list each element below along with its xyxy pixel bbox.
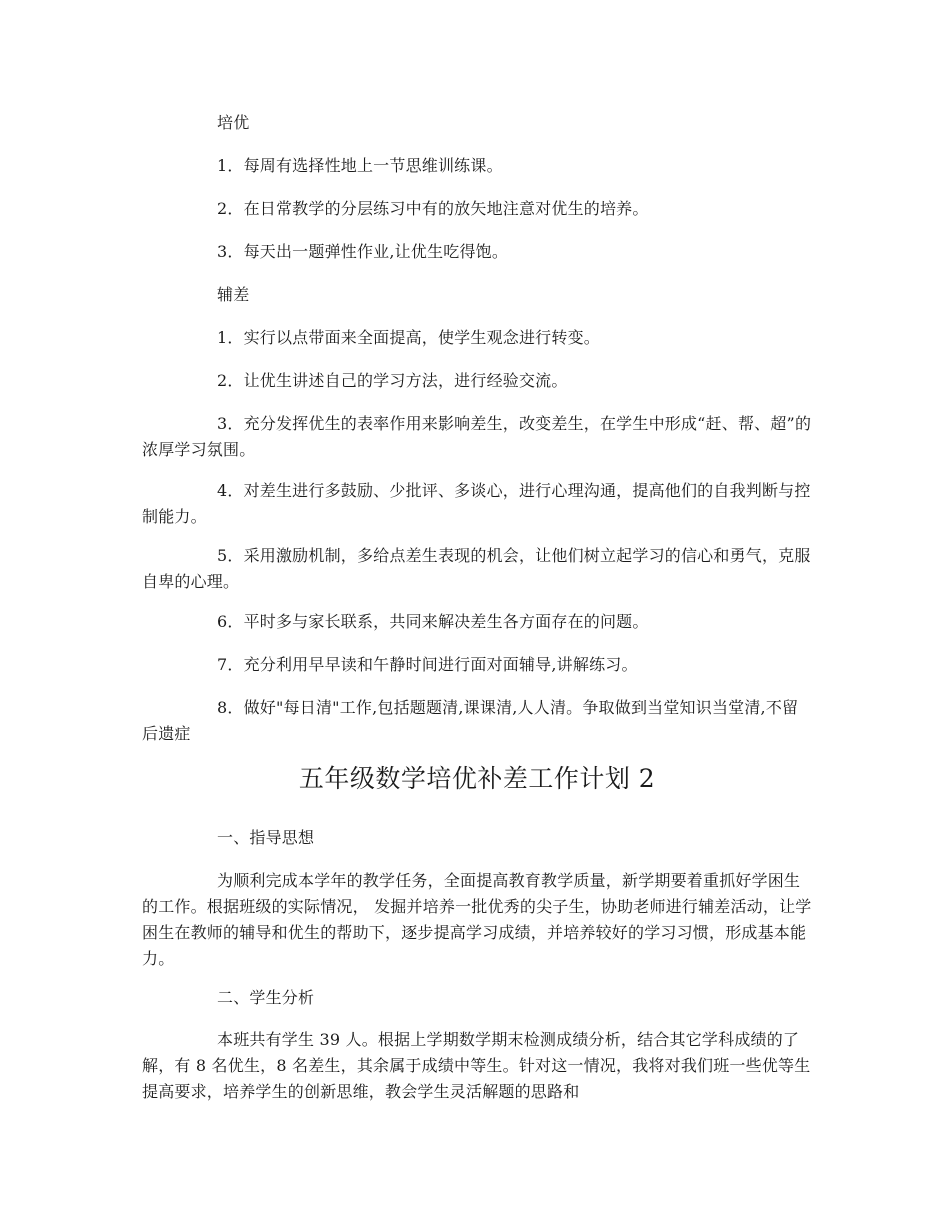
fucha-item-2: 2．让优生讲述自己的学习方法，进行经验交流。 bbox=[217, 371, 568, 390]
peiyou-item-2: 2．在日常教学的分层练习中有的放矢地注意对优生的培养。 bbox=[217, 199, 649, 218]
paragraph-2: 本班共有学生 39 人。根据上学期数学期末检测成绩分析，结合其它学科成绩的了解，有 8 名优生，8 名差生，其余属于成绩中等生。针对这一情况，我将对我们班一些优等生提高要求，培养学生的创新思维，教会学生灵活解题的思路和 bbox=[142, 1030, 811, 1101]
heading-peiyou: 培优 bbox=[217, 113, 250, 132]
fucha-item-7: 7．充分利用早早读和午静时间进行面对面辅导,讲解练习。 bbox=[217, 655, 638, 674]
paragraph-1: 为顺利完成本学年的教学任务，全面提高教育教学质量，新学期要着重抓好学困生的工作。根据班级的实际情况， 发掘并培养一批优秀的尖子生，协助老师进行辅差活动，让学困生在教师的辅导和优生的帮助下，逐步提高学习成绩，并培养较好的学习习惯，形成基本能力。 bbox=[142, 871, 812, 968]
section-heading-2: 二、学生分析 bbox=[217, 988, 315, 1007]
fucha-item-3: 3．充分发挥优生的表率作用来影响差生，改变差生，在学生中形成“赶、帮、超”的浓厚学习氛围。 bbox=[142, 414, 812, 459]
fucha-item-8: 8．做好"每日清"工作,包括题题清,课课清,人人清。争取做到当堂知识当堂清,不留后遗症 bbox=[142, 698, 799, 743]
heading-fucha: 辅差 bbox=[217, 285, 250, 304]
fucha-item-4: 4．对差生进行多鼓励、少批评、多谈心，进行心理沟通，提高他们的自我判断与控制能力。 bbox=[142, 481, 811, 526]
peiyou-item-1: 1．每周有选择性地上一节思维训练课。 bbox=[217, 156, 503, 175]
peiyou-item-3: 3．每天出一题弹性作业,让优生吃得饱。 bbox=[217, 242, 509, 261]
fucha-item-1: 1．实行以点带面来全面提高，使学生观念进行转变。 bbox=[217, 328, 600, 347]
section-heading-1: 一、指导思想 bbox=[217, 828, 315, 847]
page-title: 五年级数学培优补差工作计划 2 bbox=[298, 764, 656, 793]
fucha-item-5: 5．采用激励机制，多给点差生表现的机会，让他们树立起学习的信心和勇气，克服自卑的心理。 bbox=[142, 546, 811, 591]
fucha-item-6: 6．平时多与家长联系，共同来解决差生各方面存在的问题。 bbox=[217, 612, 649, 631]
